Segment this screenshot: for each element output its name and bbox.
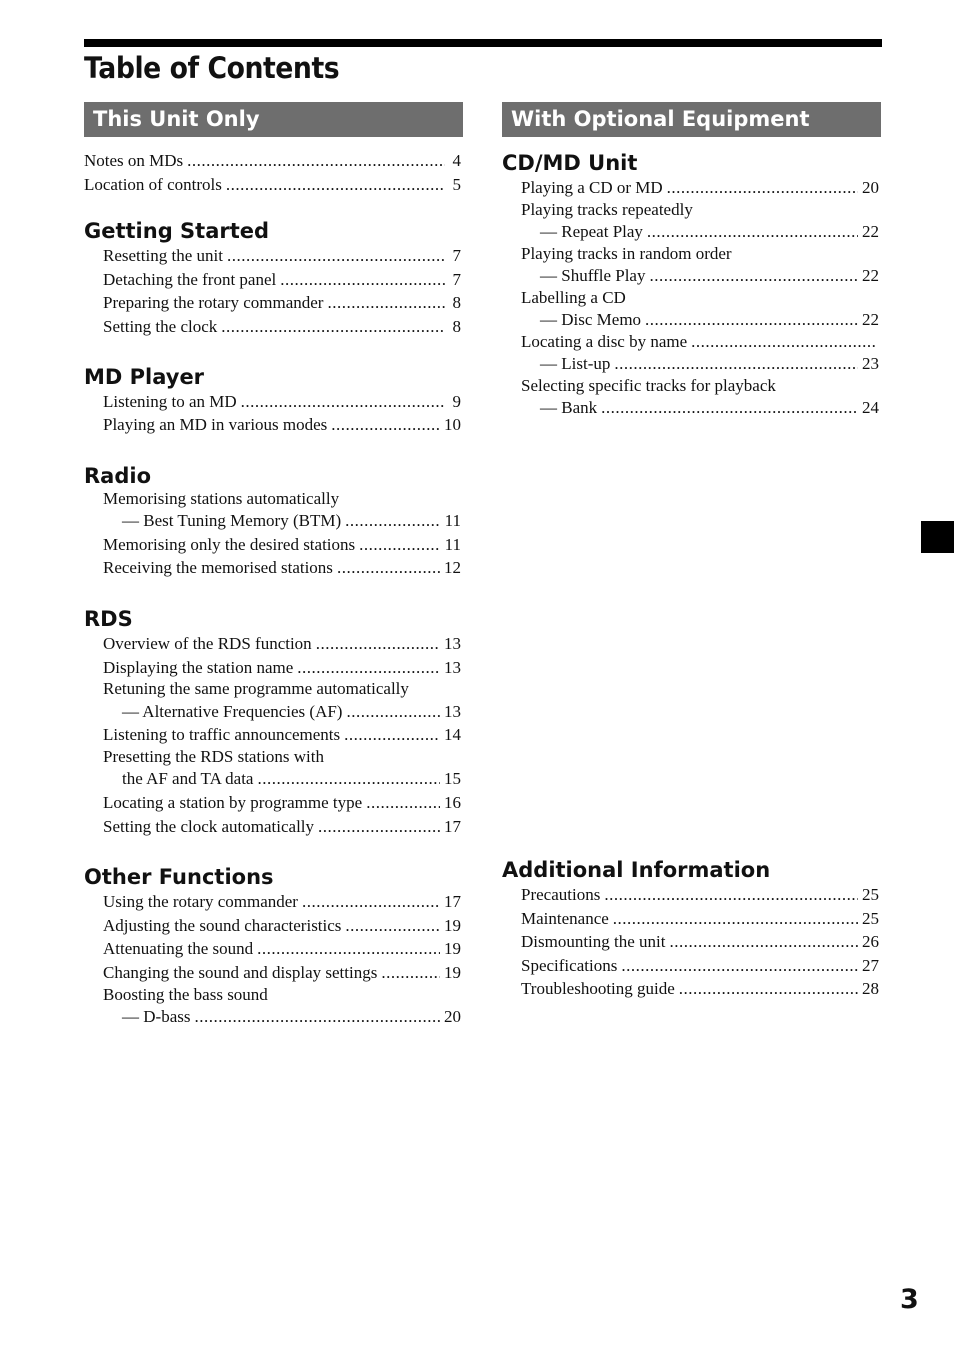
toc-entry[interactable] (103, 1005, 463, 1029)
section-tab-marker (921, 521, 954, 553)
toc-entry-page: 5 (452, 174, 461, 194)
toc-entry-line[interactable]: Locating a disc by name ..... (521, 332, 881, 353)
toc-entry-title: — List-up (540, 354, 611, 374)
toc-entry-title: Listening to an MD (103, 391, 237, 411)
intro-entries (84, 149, 463, 196)
getting-started-entries (84, 244, 463, 338)
toc-entry[interactable] (103, 268, 463, 292)
toc-entry-title: — Shuffle Play (540, 266, 646, 286)
toc-entry-page: 19 (444, 939, 461, 959)
toc-entry[interactable] (521, 308, 881, 332)
toc-entry[interactable] (103, 961, 463, 985)
toc-entry[interactable] (521, 907, 881, 931)
toc-entry-title: Adjusting the sound characteristics (103, 915, 342, 935)
toc-entry-page: 12 (444, 558, 461, 578)
toc-entry-title: Displaying the station name (103, 657, 294, 677)
section-banner-with-optional-equipment: With Optional Equipment (502, 102, 881, 137)
toc-entry[interactable] (103, 700, 463, 724)
toc-entry-page: 26 (862, 932, 879, 952)
toc-entry-page: 13 (444, 634, 461, 654)
toc-entry-title: — D-bass (122, 1007, 191, 1027)
toc-entry-title: Receiving the memorised stations (103, 558, 333, 578)
toc-entry-title: Setting the clock (103, 316, 218, 336)
toc-entry-page: 22 (862, 310, 879, 330)
radio-entries (84, 489, 463, 580)
section-heading-getting-started: Getting Started (84, 219, 270, 244)
toc-entry[interactable] (103, 815, 463, 839)
toc-entry-page: 7 (452, 269, 461, 289)
toc-entry-page: 23 (862, 354, 879, 374)
toc-entry-title: Notes on MDs (84, 151, 184, 170)
toc-entry-page: 7 (452, 246, 461, 266)
toc-entry-page: 20 (862, 178, 879, 197)
toc-entry[interactable] (103, 556, 463, 580)
toc-entry-title: Listening to traffic announcements (103, 725, 341, 745)
toc-entry[interactable] (103, 390, 463, 414)
toc-entry-title: — Alternative Frequencies (AF) (122, 701, 343, 721)
toc-entry-page: 13 (444, 657, 461, 677)
toc-entry[interactable] (84, 149, 463, 173)
section-heading-cd-md-unit: CD/MD Unit (502, 151, 638, 175)
toc-entry[interactable] (84, 173, 463, 197)
toc-entry-title: Changing the sound and display settings (103, 962, 378, 982)
toc-entry-title: Location of controls (84, 174, 222, 194)
toc-entry[interactable] (521, 176, 881, 200)
toc-entry[interactable] (103, 937, 463, 961)
toc-entry-page: 8 (452, 293, 461, 313)
toc-entry-line[interactable]: Memorising stations automatically (103, 488, 340, 508)
toc-entry-line[interactable]: Playing tracks repeatedly (521, 199, 693, 219)
section-heading-rds: RDS (84, 607, 133, 632)
additional-information-entries (502, 883, 881, 1001)
toc-entry-title: Using the rotary commander (103, 892, 298, 912)
toc-entry[interactable] (103, 890, 463, 914)
toc-entry[interactable] (103, 291, 463, 315)
toc-entry-page: 27 (862, 955, 879, 975)
toc-entry-title: Detaching the front panel (103, 269, 277, 289)
right-column (502, 102, 881, 1001)
toc-entry-page: 25 (862, 885, 879, 905)
toc-entry-title: Precautions (521, 885, 601, 905)
toc-entry-page: 8 (452, 316, 461, 336)
toc-entry-page: 14 (444, 725, 461, 745)
section-heading-additional-information: Additional Information (502, 858, 771, 883)
toc-entry-title: Setting the clock automatically (103, 816, 315, 836)
toc-entry[interactable] (521, 396, 881, 420)
page-number: 3 (900, 1284, 919, 1315)
toc-entry-page: 10 (444, 415, 461, 435)
toc-entry-page: 4 (452, 151, 461, 170)
toc-entry[interactable] (103, 632, 463, 656)
toc-entry-title: — Best Tuning Memory (BTM) (122, 511, 342, 531)
toc-entry[interactable] (521, 352, 881, 376)
toc-entry-title: Memorising only the desired stations (103, 534, 356, 554)
toc-entry-title: — Disc Memo (540, 310, 642, 330)
toc-entry-title: — Bank (540, 398, 598, 418)
toc-entry-page: 13 (444, 701, 461, 721)
toc-entry-title: Specifications (521, 955, 618, 975)
toc-entry-page: 22 (862, 266, 879, 286)
toc-entry-page: 17 (444, 892, 461, 912)
toc-entry[interactable] (521, 883, 881, 907)
toc-entry-title: Locating a station by programme type (103, 793, 363, 812)
toc-entry[interactable] (521, 264, 881, 288)
toc-entry[interactable] (103, 723, 463, 747)
toc-entry-title: Dismounting the unit (521, 932, 666, 952)
toc-entry[interactable] (103, 244, 463, 268)
page-title: Table of Contents (84, 51, 340, 85)
toc-entry-page: 9 (452, 391, 461, 411)
toc-entry-title: Resetting the unit (103, 246, 223, 266)
toc-entry-page: 11 (444, 511, 461, 531)
toc-entry[interactable] (103, 509, 463, 533)
toc-entry[interactable] (521, 930, 881, 954)
toc-entry-page: 20 (444, 1007, 461, 1027)
toc-entry[interactable] (103, 791, 463, 815)
toc-entry-page: 19 (444, 962, 461, 982)
toc-entry-title: the AF and TA data (122, 769, 254, 789)
toc-entry-page: 25 (862, 908, 879, 928)
toc-entry-page: 16 (444, 793, 461, 812)
toc-entry-title: Playing a CD or MD (521, 178, 663, 197)
toc-entry-line[interactable]: Presetting the RDS stations with (103, 746, 324, 766)
toc-entry-title: Maintenance (521, 908, 609, 928)
section-banner-this-unit-only: This Unit Only (84, 102, 463, 137)
toc-entry-line[interactable]: Boosting the bass sound (103, 984, 268, 1004)
toc-entry-page: 15 (444, 769, 461, 789)
rds-entries (84, 632, 463, 838)
toc-entry-page: 11 (444, 534, 461, 554)
toc-entry-page: 17 (444, 816, 461, 836)
toc-entry-title: Attenuating the sound (103, 939, 254, 959)
toc-entry[interactable] (103, 656, 463, 680)
toc-entry-title: — Repeat Play (540, 222, 643, 242)
toc-entry-line[interactable]: Selecting specific tracks for playback (521, 375, 776, 395)
toc-entry-title: Playing an MD in various modes (103, 415, 328, 435)
toc-entry-title: Troubleshooting guide (521, 979, 675, 999)
toc-entry-line[interactable]: Labelling a CD (521, 287, 626, 307)
section-heading-radio: Radio (84, 463, 151, 488)
toc-entry[interactable] (103, 315, 463, 339)
section-heading-md-player: MD Player (84, 364, 205, 389)
md-player-entries (84, 390, 463, 437)
toc-entry-line[interactable]: Playing tracks in random order (521, 243, 732, 263)
toc-entry[interactable] (521, 954, 881, 978)
cd-md-unit-entries (502, 176, 881, 420)
toc-entry-title: Preparing the rotary commander (103, 293, 324, 313)
toc-entry-page: 19 (444, 915, 461, 935)
toc-entry-page: 22 (862, 222, 879, 242)
top-rule (84, 39, 882, 47)
toc-entry[interactable] (103, 533, 463, 557)
toc-entry-page: 28 (862, 979, 879, 999)
toc-entry-page: 24 (862, 398, 879, 418)
toc-entry[interactable] (521, 220, 881, 244)
other-functions-entries (84, 890, 463, 1028)
toc-entry[interactable] (103, 413, 463, 437)
toc-entry[interactable] (521, 977, 881, 1001)
toc-entry-title: Overview of the RDS function (103, 634, 312, 654)
toc-entry[interactable] (103, 914, 463, 938)
left-column (84, 102, 463, 1029)
toc-entry[interactable] (103, 767, 463, 791)
toc-entry-line[interactable]: Retuning the same programme automatically (103, 679, 409, 699)
section-heading-other-functions: Other Functions (84, 865, 274, 890)
